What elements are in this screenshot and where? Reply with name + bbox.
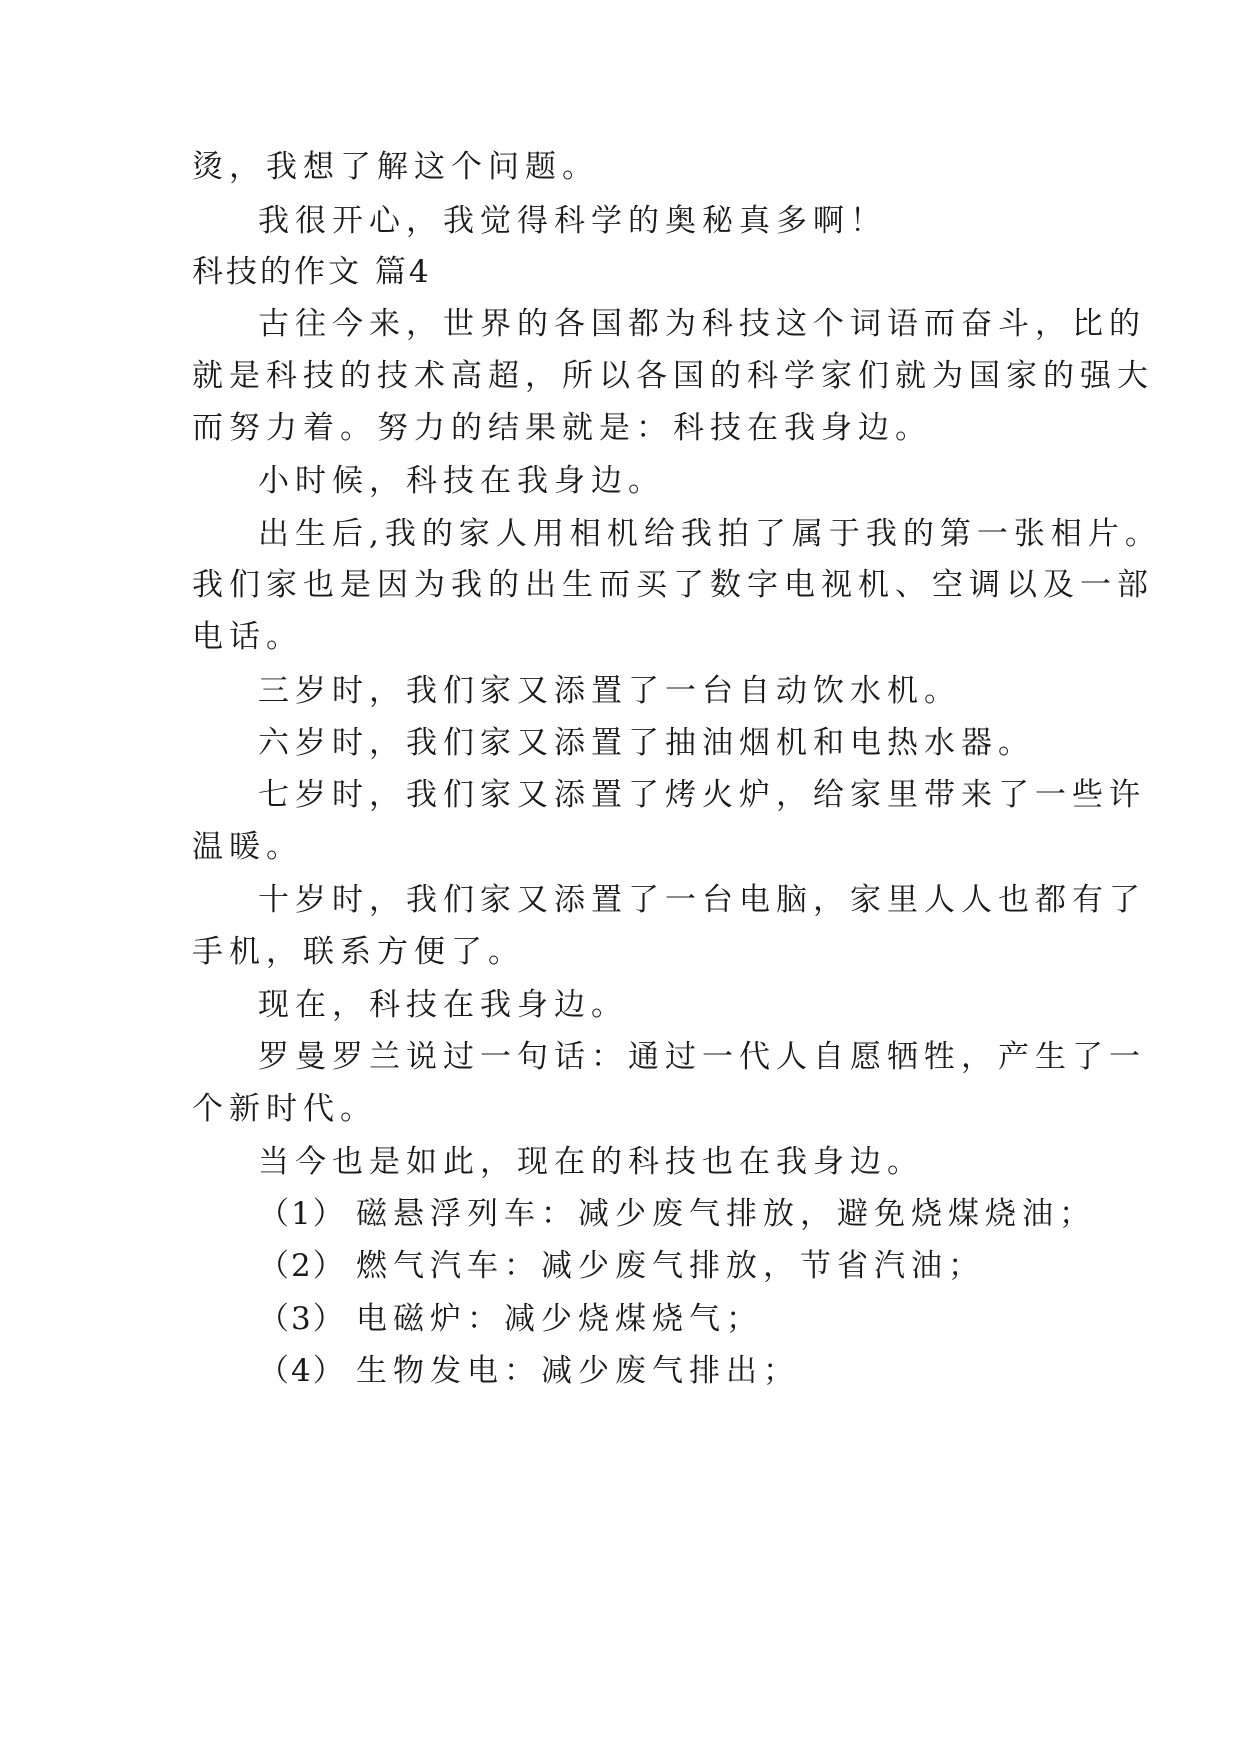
paragraph-line: 小时候，科技在我身边。: [258, 463, 665, 499]
paragraph-line: 出生后,我的家人用相机给我拍了属于我的第一张相片。: [258, 516, 1162, 552]
list-item-text: 生物发电：减少废气排出；: [356, 1353, 800, 1389]
paragraph-line: 三岁时，我们家又添置了一台自动饮水机。: [258, 673, 961, 709]
paragraph-line: 我们家也是因为我的出生而买了数字电视机、空调以及一部: [192, 567, 1154, 603]
paragraph-line: 而努力着。努力的结果就是：科技在我身边。: [192, 410, 932, 446]
list-item-number: （1）: [258, 1196, 346, 1232]
list-item-text: 磁悬浮列车：减少废气排放，避免烧煤烧油；: [356, 1196, 1096, 1232]
list-item-number: （3）: [258, 1301, 346, 1337]
paragraph-line: 电话。: [192, 619, 303, 655]
list-item-text: 电磁炉：减少烧煤烧气；: [356, 1301, 763, 1337]
paragraph-line: 现在，科技在我身边。: [258, 987, 628, 1023]
paragraph-line: 古往今来，世界的各国都为科技这个词语而奋斗，比的: [258, 306, 1146, 342]
list-item: [258, 1246, 1138, 1286]
paragraph-line: 就是科技的技术高超，所以各国的科学家们就为国家的强大: [192, 358, 1154, 394]
list-item-number: （4）: [258, 1353, 346, 1389]
paragraph-line: 个新时代。: [192, 1091, 377, 1127]
list-item-text: 燃气汽车：减少废气排放，节省汽油；: [356, 1248, 985, 1284]
section-heading: 科技的作文 篇4: [192, 254, 432, 290]
paragraph-line: 七岁时，我们家又添置了烤火炉，给家里带来了一些许: [258, 777, 1146, 813]
paragraph-line: 烫，我想了解这个问题。: [192, 149, 599, 185]
paragraph-line: 温暖。: [192, 829, 303, 865]
paragraph-line: 我很开心，我觉得科学的奥秘真多啊！: [258, 203, 887, 239]
paragraph-line: 手机，联系方便了。: [192, 934, 525, 970]
paragraph-line: 六岁时，我们家又添置了抽油烟机和电热水器。: [258, 725, 1035, 761]
list-item: [258, 1194, 1138, 1234]
paragraph-line: 罗曼罗兰说过一句话：通过一代人自愿牺牲，产生了一: [258, 1039, 1146, 1075]
list-item: [258, 1299, 1138, 1339]
list-item-number: （2）: [258, 1248, 346, 1284]
paragraph-line: 当今也是如此，现在的科技也在我身边。: [258, 1144, 924, 1180]
list-item: [258, 1351, 1138, 1391]
paragraph-line: 十岁时，我们家又添置了一台电脑，家里人人也都有了: [258, 882, 1146, 918]
